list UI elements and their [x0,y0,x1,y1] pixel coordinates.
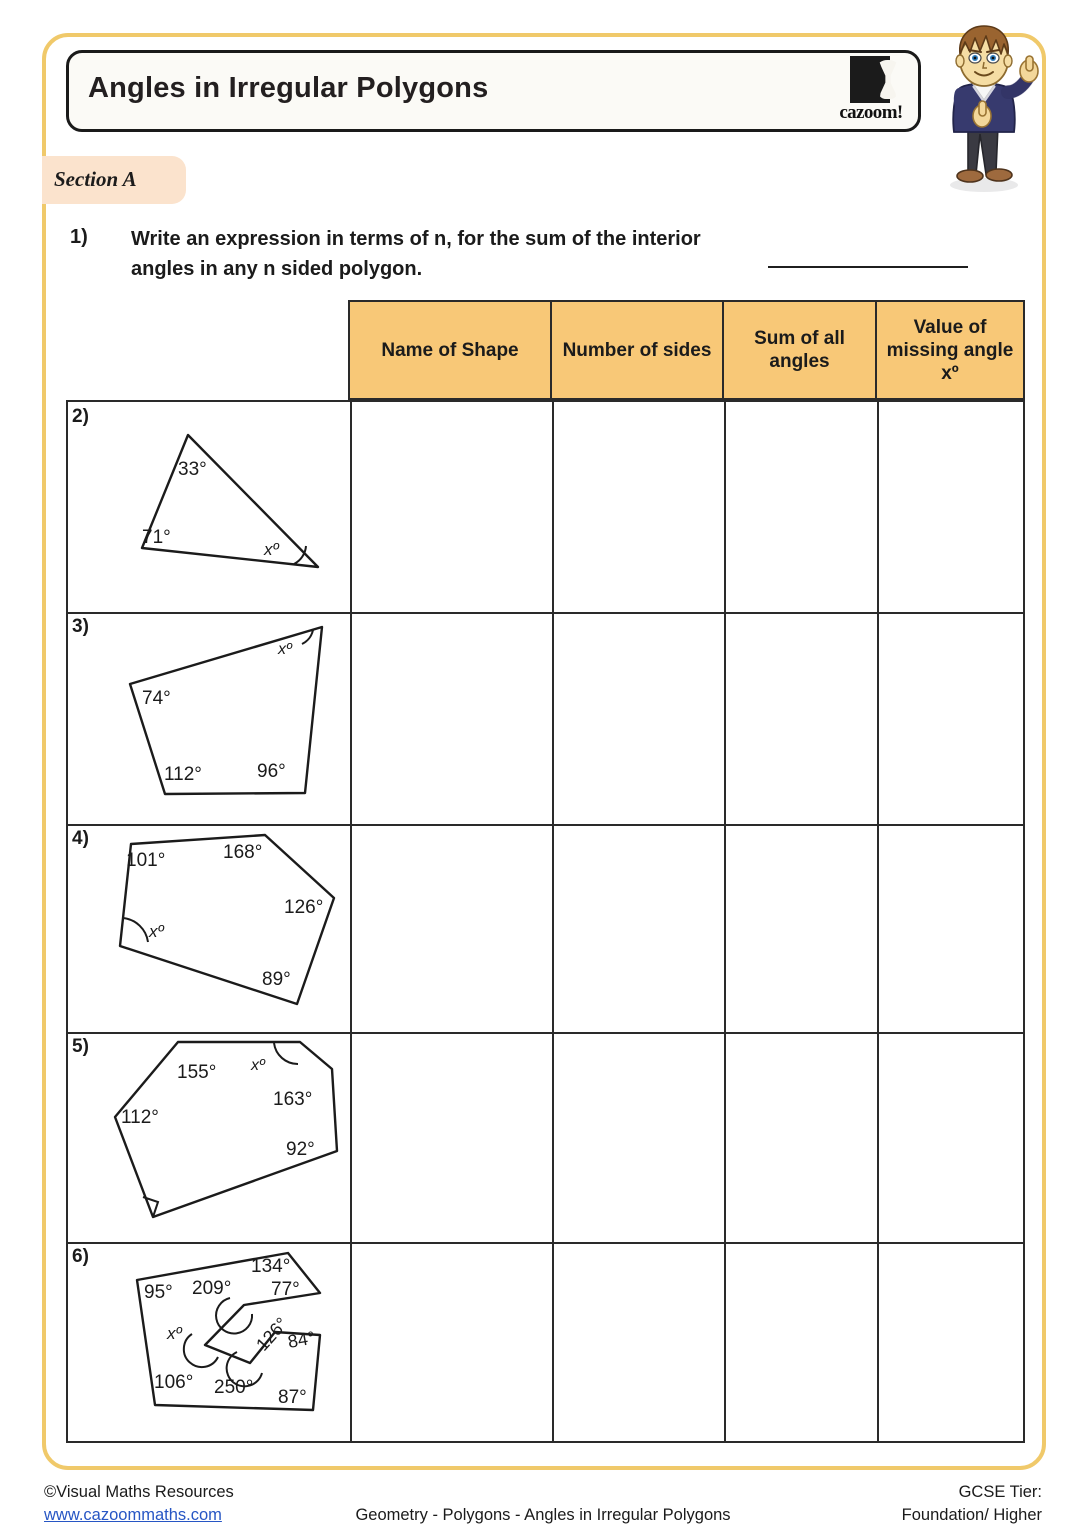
table-header-row [348,300,1025,400]
footer-tier-label: GCSE Tier: [958,1483,1042,1501]
angle-label-112-q5: 112° [121,1107,159,1128]
angle-label-x-q6: xº [167,1324,182,1343]
cell-number-of-sides-row-3[interactable] [554,614,722,822]
angle-label-x-q2: xº [264,540,279,559]
question-1-text: Write an expression in terms of n, for the sum of the interior angles in any n sided polygon. [131,228,701,280]
cell-number-of-sides-row-6[interactable] [554,1244,722,1443]
cell-sum-of-angles-row-5[interactable] [726,1034,875,1240]
shape-diagram-pentagon-q4 [66,822,348,1030]
angle-label-168: 168° [223,842,263,863]
cell-missing-angle-row-5[interactable] [879,1034,1023,1240]
angle-label-x-q3: xº [278,641,292,658]
cell-name-of-shape-row-3[interactable] [352,614,550,822]
footer-copyright: ©Visual Maths Resources [44,1483,234,1501]
cell-number-of-sides-row-4[interactable] [554,826,722,1030]
angle-label-84: 84° [286,1327,317,1352]
cell-number-of-sides-row-5[interactable] [554,1034,722,1240]
section-label: Section A [54,167,137,191]
shape-diagram-hexagon-q5 [66,1030,348,1240]
angle-label-96: 96° [257,761,286,782]
angle-label-92: 92° [286,1139,315,1160]
angle-label-89: 89° [262,969,291,990]
angle-label-x-q4: xº [149,922,164,941]
angle-label-126-q4: 126° [284,897,324,918]
shape-diagram-quadrilateral-q3 [66,610,348,822]
angle-label-74: 74° [142,688,171,709]
cell-number-of-sides-row-2[interactable] [554,404,722,610]
cell-name-of-shape-row-2[interactable] [352,404,550,610]
question-1-answer-blank[interactable] [768,266,968,268]
angle-label-163: 163° [273,1089,313,1110]
row-number-6: 6) [72,1246,89,1267]
cell-sum-of-angles-row-3[interactable] [726,614,875,822]
cell-name-of-shape-row-5[interactable] [352,1034,550,1240]
cell-name-of-shape-row-6[interactable] [352,1244,550,1443]
angle-label-95: 95° [144,1282,173,1303]
column-header-name-of-shape: Name of Shape [350,302,552,398]
logo-vase-glyph [877,60,899,99]
row-number-5: 5) [72,1036,89,1057]
cell-sum-of-angles-row-4[interactable] [726,826,875,1030]
column-header-number-of-sides: Number of sides [552,302,724,398]
student-mascot-illustration [928,22,1040,194]
angle-label-155: 155° [177,1062,217,1083]
row-number-2: 2) [72,406,89,427]
cell-missing-angle-row-4[interactable] [879,826,1023,1030]
footer-topic: Geometry - Polygons - Angles in Irregular Polygons [355,1506,731,1524]
angle-label-112-q3: 112° [164,764,202,785]
shape-diagram-concave-polygon-q6 [66,1240,348,1443]
logo-wordmark: cazoom! [839,102,903,123]
footer-tier-value: Foundation/ Higher [901,1506,1042,1524]
question-1-number: 1) [70,226,88,248]
footer-website-link[interactable]: www.cazoommaths.com [44,1506,222,1524]
cell-missing-angle-row-3[interactable] [879,614,1023,822]
angle-label-33: 33° [178,459,207,480]
angle-label-71: 71° [142,527,171,548]
page-title: Angles in Irregular Polygons [88,72,489,104]
cazoom-logo [832,56,910,126]
cell-missing-angle-row-6[interactable] [879,1244,1023,1443]
row-number-4: 4) [72,828,89,849]
angle-label-126-q6: 126° [252,1313,292,1355]
angle-label-x-q5: xº [251,1057,265,1074]
shape-diagram-triangle-q2 [66,400,348,610]
angle-label-87: 87° [278,1387,307,1408]
angle-label-134: 134° [251,1256,291,1277]
angle-label-77: 77° [271,1279,300,1300]
column-header-sum-of-all-angles: Sum of all angles [724,302,877,398]
angle-label-101: 101° [126,850,166,871]
footer-right [902,1481,1042,1527]
angle-label-209: 209° [192,1278,232,1299]
row-number-3: 3) [72,616,89,637]
cell-sum-of-angles-row-6[interactable] [726,1244,875,1443]
cell-name-of-shape-row-4[interactable] [352,826,550,1030]
angle-label-106: 106° [154,1372,194,1393]
cell-missing-angle-row-2[interactable] [879,404,1023,610]
angle-label-250: 250° [214,1377,254,1398]
logo-square-icon [850,56,890,103]
column-header-missing-angle: Value of missing angle xº [886,316,1014,384]
cell-sum-of-angles-row-2[interactable] [726,404,875,610]
